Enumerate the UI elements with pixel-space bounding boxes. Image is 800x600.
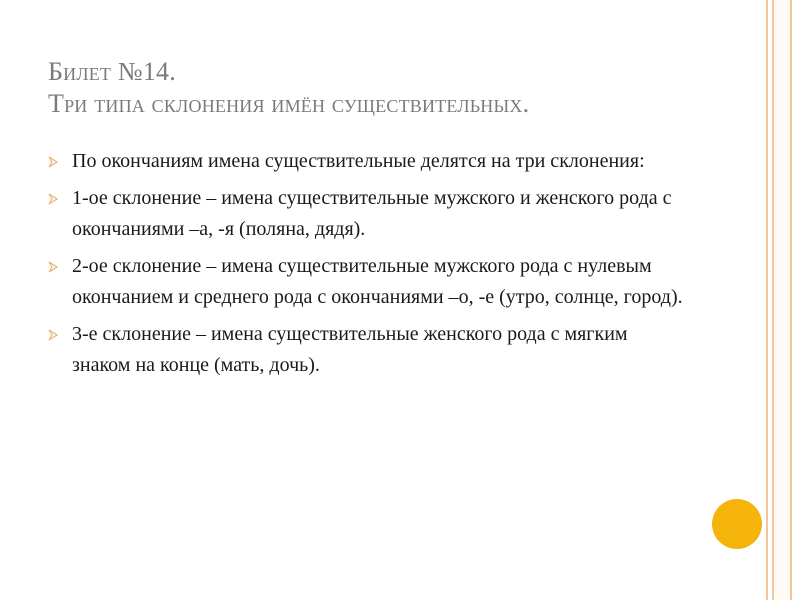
bullet-arrow-icon — [48, 329, 59, 341]
list-item — [48, 251, 688, 313]
bullet-list — [48, 146, 688, 387]
side-decoration-line — [766, 0, 768, 600]
title-line-ticket: Билет №14. — [48, 57, 176, 86]
bullet-arrow-icon — [48, 156, 59, 168]
list-item-text: 3-е склонение – имена существительные женского рода с мягким знаком на конце (мать, дочь). — [72, 323, 628, 376]
bullet-arrow-icon — [48, 193, 59, 205]
bullet-arrow-icon — [48, 261, 59, 273]
title-line-topic: Три типа склонения имён существительных. — [48, 89, 530, 118]
side-decoration-fill — [774, 0, 790, 600]
list-item — [48, 146, 688, 177]
accent-circle — [712, 499, 762, 549]
list-item-text: По окончаниям имена существительные делятся на три склонения: — [72, 150, 645, 172]
slide-title — [48, 56, 748, 120]
side-decoration-line — [772, 0, 774, 600]
list-item — [48, 319, 688, 381]
list-item-text: 1-ое склонение – имена существительные мужского и женского рода с окончаниями –а, -я (поляна, дядя). — [72, 187, 672, 240]
list-item — [48, 183, 688, 245]
list-item-text: 2-ое склонение – имена существительные мужского рода с нулевым окончанием и среднего рода с окончаниями –о, -е (утро, солнце, город). — [72, 255, 683, 308]
side-decoration-line — [790, 0, 792, 600]
